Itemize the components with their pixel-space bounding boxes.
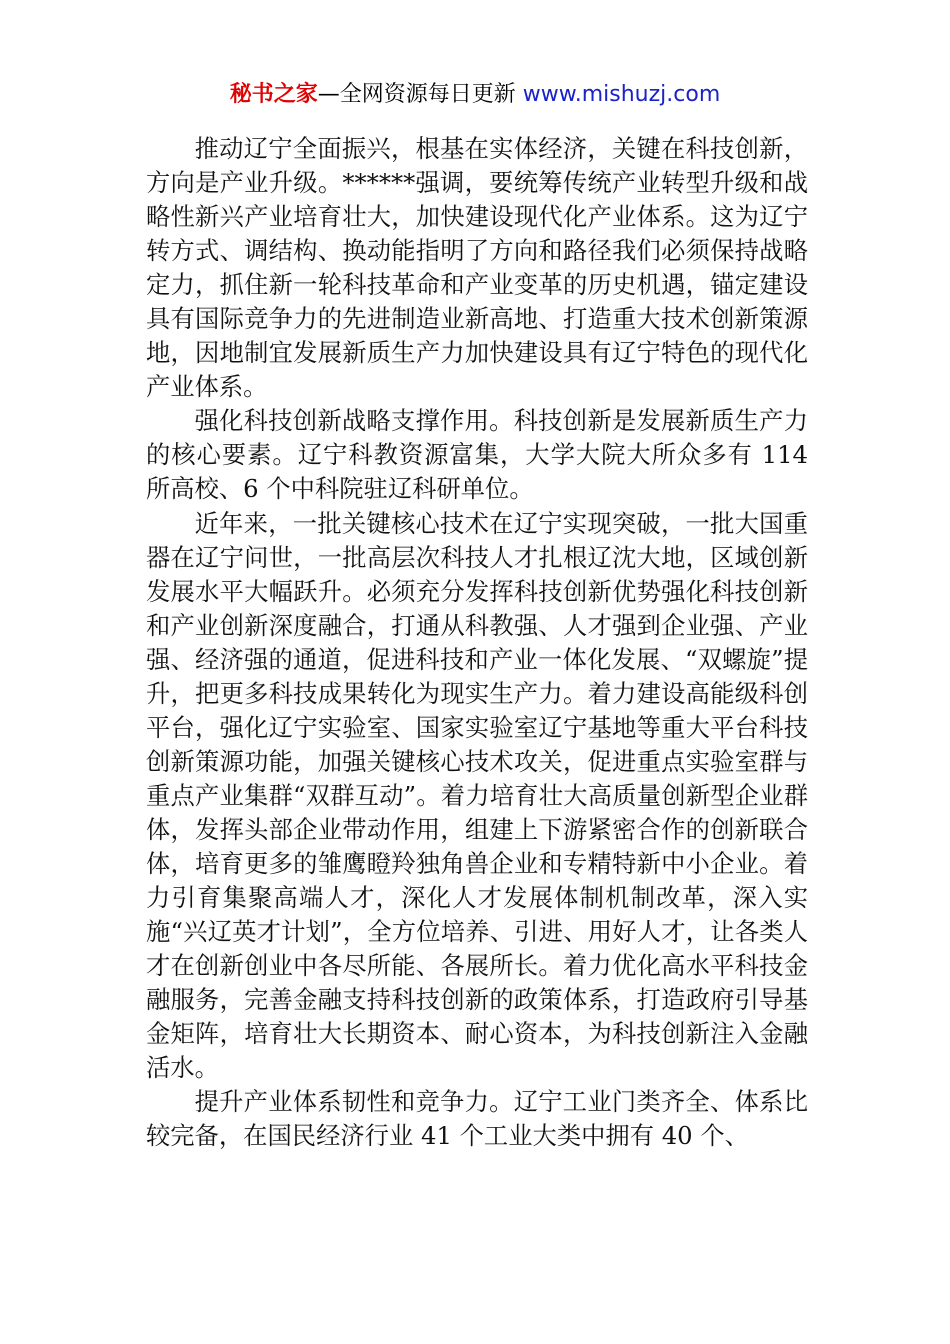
site-url-link[interactable]: www.mishuzj.com bbox=[522, 82, 721, 107]
site-tagline: —全网资源每日更新 bbox=[317, 82, 523, 107]
document-body bbox=[146, 132, 808, 1222]
paragraph: 提升产业体系韧性和竞争力。辽宁工业门类齐全、体系比较完备，在国民经济行业 41 个工业大类中拥有 40 个、 bbox=[146, 1087, 808, 1151]
site-brand: 秘书之家 bbox=[229, 82, 318, 107]
paragraph: 推动辽宁全面振兴，根基在实体经济，关键在科技创新，方向是产业升级。******强调，要统筹传统产业转型升级和战略性新兴产业培育壮大，加快建设现代化产业体系。这为辽宁转方式、调结构、换动能指明了方向和路径我们必须保持战略定力，抓住新一轮科技革命和产业变革的历史机遇，锚定建设具有国际竞争力的先进制造业新高地、打造重大技术创新策源地，因地制宜发展新质生产力加快建设具有辽宁特色的现代化产业体系。 bbox=[146, 134, 808, 402]
site-header bbox=[0, 78, 950, 112]
paragraph: 强化科技创新战略支撑作用。科技创新是发展新质生产力的核心要素。辽宁科教资源富集，大学大院大所众多有 114 所高校、6 个中科院驻辽科研单位。 bbox=[146, 406, 808, 504]
paragraph: 近年来，一批关键核心技术在辽宁实现突破，一批大国重器在辽宁问世，一批高层次科技人才扎根辽沈大地，区域创新发展水平大幅跃升。必须充分发挥科技创新优势强化科技创新和产业创新深度融合，打通从科教强、人才强到企业强、产业强、经济强的通道，促进科技和产业一体化发展、“双螺旋”提升，把更多科技成果转化为现实生产力。着力建设高能级科创平台，强化辽宁实验室、国家实验室辽宁基地等重大平台科技创新策源功能，加强关键核心技术攻关，促进重点实验室群与重点产业集群“双群互动”。着力培育壮大高质量创新型企业群体，发挥头部企业带动作用，组建上下游紧密合作的创新联合体，培育更多的雏鹰瞪羚独角兽企业和专精特新中小企业。着力引育集聚高端人才，深化人才发展体制机制改革，深入实施“兴辽英才计划”，全方位培养、引进、用好人才，让各类人才在创新创业中各尽所能、各展所长。着力优化高水平科技金融服务，完善金融支持科技创新的政策体系，打造政府引导基金矩阵，培育壮大长期资本、耐心资本，为科技创新注入金融活水。 bbox=[146, 508, 808, 1083]
